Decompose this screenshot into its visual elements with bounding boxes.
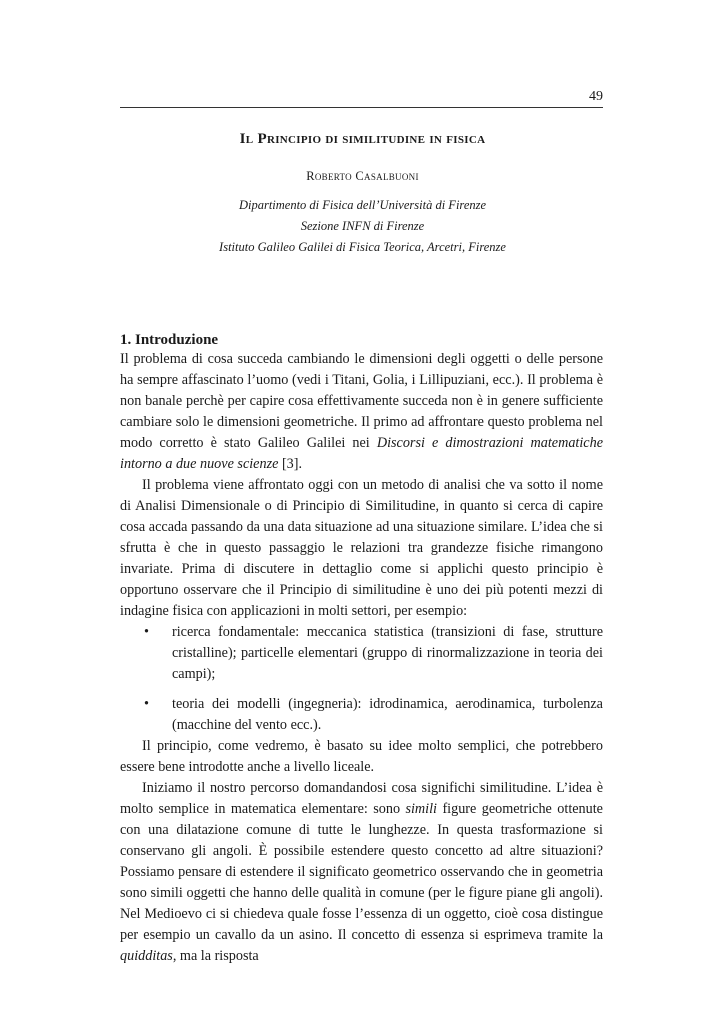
list-item (120, 622, 603, 685)
bullet-list (120, 622, 603, 736)
paragraph-1 (120, 349, 603, 475)
text-span: figure geometriche ottenute con una dilatazione comune di tutte le lunghezze. In questa trasformazione si conservano gli angoli. È possibile estendere questo concetto ad altre situazioni? Possiamo pensare di estendere il significato geometrico osservando che in geometria sono simili oggetti che hanno delle qualità in comune (per le figure piane gli angoli). Nel Medioevo ci si chiedeva quale fosse l’essenza di un oggetto, cioè cosa distingue per esempio un cavallo da un asino. Il concetto di essenza si esprimeva tramite la (120, 801, 603, 943)
page-number: 49 (589, 89, 603, 104)
emphasis: quidditas (120, 948, 173, 964)
text-span: [3]. (278, 456, 303, 472)
book-title: Discorsi e dimostrazioni matematiche intorno a due nuove scienze (120, 435, 603, 472)
body-text (120, 349, 603, 967)
section-heading: 1. Introduzione (120, 332, 219, 348)
affiliation-line: Istituto Galileo Galilei di Fisica Teorica, Arcetri, Firenze (219, 240, 506, 254)
affiliations (0, 195, 725, 258)
list-item-text: ricerca fondamentale: meccanica statistica (transizioni di fase, strutture cristalline); particelle elementari (gruppo di rinormalizzazione in teoria dei campi); (172, 624, 603, 682)
list-item (120, 694, 603, 736)
text-span: Iniziamo il nostro percorso domandandosi cosa significhi similitudine. L’idea è molto semplice in matematica elementare: sono (120, 780, 603, 817)
text-span: , ma la risposta (172, 948, 259, 964)
author-name: Roberto Casalbuoni (306, 169, 419, 183)
header-rule (120, 107, 603, 108)
affiliation-line: Sezione INFN di Firenze (300, 219, 425, 233)
affiliation-line: Dipartimento di Fisica dell’Università di Firenze (238, 198, 487, 212)
paper-title: Il Principio di similitudine in fisica (239, 131, 486, 147)
paragraph-4 (120, 778, 603, 967)
text-span: Il problema di cosa succeda cambiando le dimensioni degli oggetti o delle persone ha sempre affascinato l’uomo (vedi i Titani, Golia, i Lillipuziani, ecc.). Il problema è non banale perchè per capire cosa effettivamente succeda non è in genere sufficiente cambiare solo le dimensioni geometriche. Il primo ad affrontare questo problema nel modo corretto è stato Galileo Galilei nei (120, 351, 603, 451)
emphasis: simili (405, 801, 438, 817)
bullet-icon: • (144, 624, 149, 640)
bullet-icon: • (144, 696, 149, 712)
list-item-text: teoria dei modelli (ingegneria): idrodinamica, aerodinamica, turbolenza (macchine del vento ecc.). (172, 696, 603, 733)
paragraph-2: Il problema viene affrontato oggi con un metodo di analisi che va sotto il nome di Analisi Dimensionale o di Principio di Similitudine, in quanto si cerca di capire cosa accada passando da una data situazione ad una situazione similare. L’idea che si sfrutta è che in questo passaggio le relazioni tra grandezze fisiche rimangono invariate. Prima di discutere in dettaglio come si applichi questo principio è opportuno osservare che il Principio di similitudine è uno dei più potenti mezzi di indagine fisica con applicazioni in molti settori, per esempio: (120, 477, 603, 619)
paragraph-3: Il principio, come vedremo, è basato su idee molto semplici, che potrebbero essere bene introdotte anche a livello liceale. (120, 738, 603, 775)
